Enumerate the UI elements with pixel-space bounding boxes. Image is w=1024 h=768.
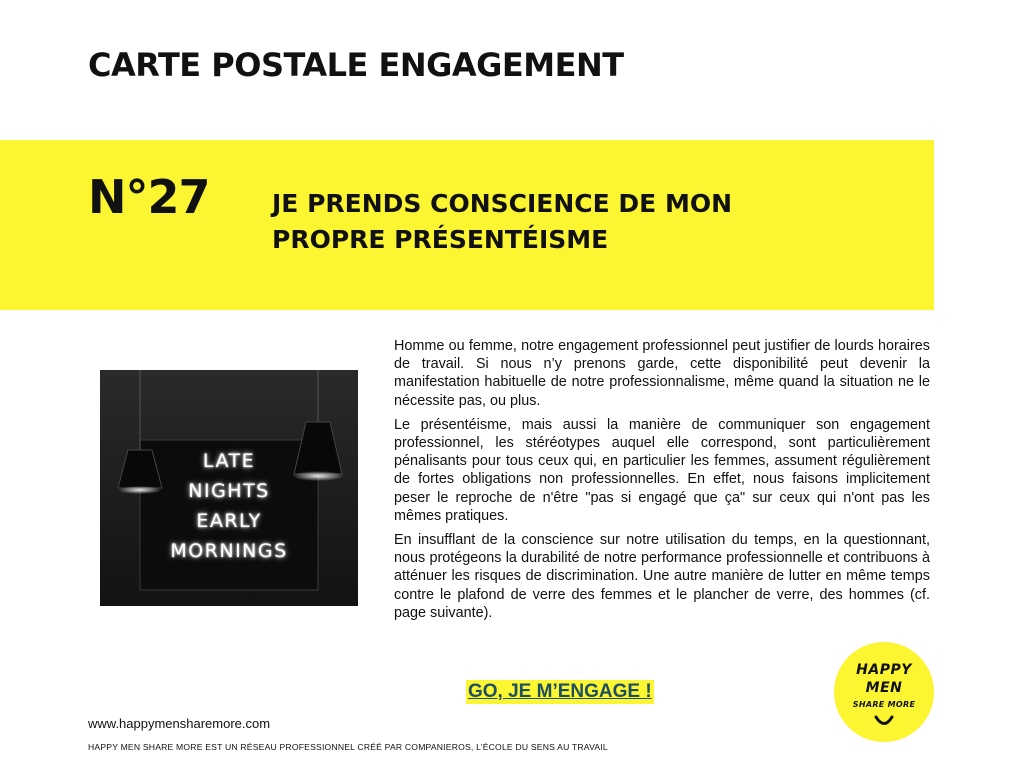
neon-sign-line: NIGHTS: [188, 480, 270, 502]
title-banner: [0, 140, 934, 310]
card-heading-line-1: JE PRENDS CONSCIENCE DE MON: [272, 189, 733, 218]
website-link[interactable]: www.happymensharemore.com: [88, 716, 271, 731]
logo-line-men: MEN: [865, 680, 903, 696]
card-heading-line-2: PROPRE PRÉSENTÉISME: [272, 225, 609, 254]
footer-note: HAPPY MEN SHARE MORE EST UN RÉSEAU PROFESSIONNEL CRÉÉ PAR COMPANIEROS, L’ÉCOLE DU SENS AU TRAVAIL: [88, 742, 608, 752]
body-paragraph: Le présentéisme, mais aussi la manière de communiquer son engagement professionnel, les stéréotypes auquel elle correspond, sont particulièrement pénalisants pour tous ceux qui, en particulier les femmes, assument régulièrement de fortes obligations non professionnelles. En effet, nous faisons implicitement peser le reproche de n'être "pas si engagé que ça" sur ceux qui n'ont pas les mêmes pratiques.: [394, 416, 930, 524]
card-heading: [272, 186, 832, 258]
engage-button[interactable]: GO, JE M’ENGAGE !: [468, 681, 652, 702]
neon-sign-line: MORNINGS: [170, 540, 288, 562]
card-number: N°27: [88, 170, 210, 224]
neon-sign-line: LATE: [202, 450, 256, 472]
body-paragraph: En insufflant de la conscience sur notre utilisation du temps, en la questionnant, nous protégeons la durabilité de notre performance professionnelle et contribuons à atténuer les risques de discrimination. Une autre manière de lutter en même temps contre le plafond de verre des femmes et le plancher de verre, des hommes (cf. page suivante).: [394, 532, 930, 621]
neon-sign-photo: [100, 370, 358, 606]
neon-sign-line: EARLY: [196, 510, 262, 532]
logo-line-share-more: SHARE MORE: [852, 700, 916, 709]
smile-icon: [873, 714, 895, 730]
logo-line-happy: HAPPY: [856, 662, 912, 678]
page-title: CARTE POSTALE ENGAGEMENT: [88, 46, 624, 84]
neon-sign-text: [150, 446, 308, 566]
body-text: [394, 337, 930, 628]
body-paragraph: Homme ou femme, notre engagement professionnel peut justifier de lourds horaires de travail. Si nous n’y prenons garde, cette disponibilité peut devenir la manifestation habituelle de notre professionnalisme, même quand la situation ne le nécessite pas, ou plus.: [394, 338, 930, 409]
happy-men-logo: [834, 642, 934, 742]
